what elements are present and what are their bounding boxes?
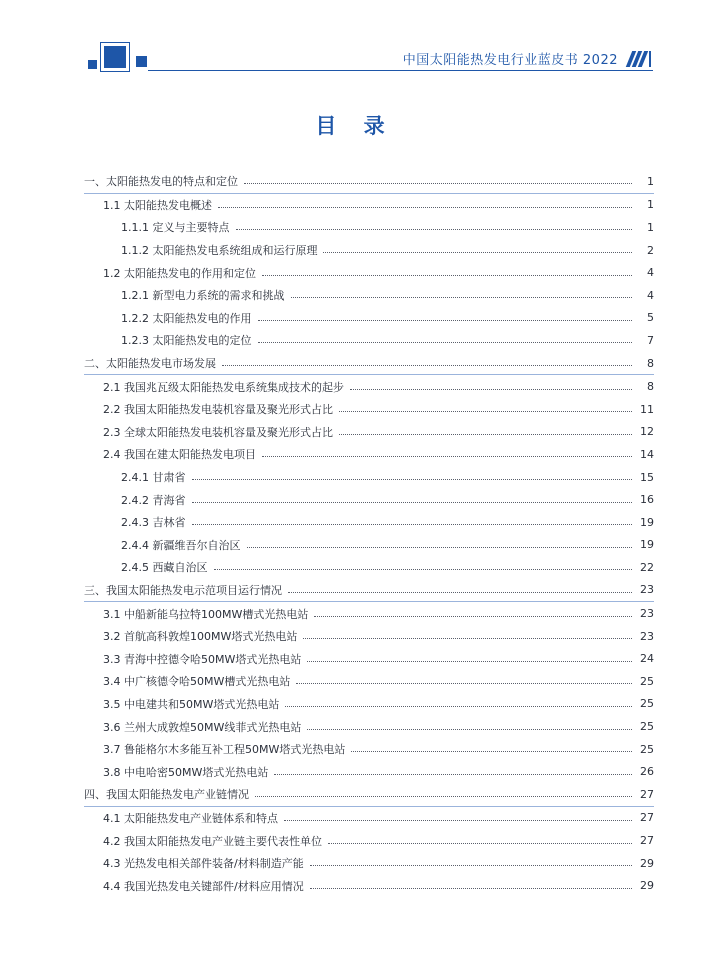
toc-entry-page: 23 bbox=[640, 629, 654, 643]
toc-leader-dots bbox=[284, 819, 632, 821]
toc-entry-label: 2.4.4 新疆维吾尔自治区 bbox=[121, 538, 241, 552]
toc-entry[interactable] bbox=[84, 216, 654, 239]
toc-entry[interactable] bbox=[84, 511, 654, 534]
toc-entry-page: 7 bbox=[647, 333, 654, 347]
toc-entry-label: 3.4 中广核德令哈50MW槽式光热电站 bbox=[103, 675, 291, 689]
toc-entry-page: 29 bbox=[640, 856, 654, 870]
toc-entry-label: 2.4.2 青海省 bbox=[121, 493, 186, 507]
toc-entry[interactable] bbox=[84, 284, 654, 307]
toc-entry-page: 25 bbox=[640, 720, 654, 734]
toc-entry[interactable] bbox=[84, 852, 654, 875]
toc-leader-dots bbox=[218, 206, 632, 208]
toc-entry[interactable] bbox=[84, 488, 654, 511]
toc-entry-page: 16 bbox=[640, 493, 654, 507]
toc-entry[interactable] bbox=[84, 874, 654, 897]
toc-entry-label: 四、我国太阳能热发电产业链情况 bbox=[84, 788, 249, 802]
toc-entry-page: 19 bbox=[640, 515, 654, 529]
toc-entry-label: 1.2.3 太阳能热发电的定位 bbox=[121, 334, 252, 348]
toc-entry-label: 3.8 中电哈密50MW塔式光热电站 bbox=[103, 765, 269, 779]
logo-square-small-left bbox=[88, 60, 97, 69]
toc-entry-label: 4.3 光热发电相关部件装备/材料制造产能 bbox=[103, 857, 304, 871]
toc-entry[interactable] bbox=[84, 783, 654, 807]
toc-entry-page: 27 bbox=[640, 811, 654, 825]
toc-leader-dots bbox=[236, 228, 633, 230]
toc-entry[interactable] bbox=[84, 194, 654, 217]
toc-entry-label: 2.1 我国兆瓦级太阳能热发电系统集成技术的起步 bbox=[103, 380, 344, 394]
toc-entry[interactable] bbox=[84, 670, 654, 693]
toc-entry-page: 23 bbox=[640, 583, 654, 597]
slash-decoration-icon bbox=[627, 51, 651, 67]
toc-entry-label: 3.6 兰州大成敦煌50MW线菲式光热电站 bbox=[103, 720, 302, 734]
toc-entry-page: 25 bbox=[640, 697, 654, 711]
toc-entry-label: 2.2 我国太阳能热发电装机容量及聚光形式占比 bbox=[103, 403, 333, 417]
toc-leader-dots bbox=[255, 795, 632, 797]
toc-entry-page: 25 bbox=[640, 674, 654, 688]
toc-leader-dots bbox=[262, 455, 632, 457]
toc-entry-label: 4.4 我国光热发电关键部件/材料应用情况 bbox=[103, 879, 304, 893]
toc-leader-dots bbox=[285, 705, 632, 707]
toc-entry-page: 23 bbox=[640, 607, 654, 621]
toc-entry[interactable] bbox=[84, 579, 654, 603]
toc-entry-page: 27 bbox=[640, 787, 654, 801]
toc-leader-dots bbox=[192, 478, 633, 480]
toc-entry-label: 1.1 太阳能热发电概述 bbox=[103, 198, 212, 212]
toc-entry[interactable] bbox=[84, 534, 654, 557]
toc-leader-dots bbox=[192, 501, 633, 503]
toc-entry-page: 25 bbox=[640, 742, 654, 756]
toc-entry-label: 2.4.3 吉林省 bbox=[121, 516, 186, 530]
header-rule bbox=[148, 70, 653, 71]
toc-leader-dots bbox=[258, 341, 633, 343]
toc-entry-page: 8 bbox=[647, 356, 654, 370]
toc-leader-dots bbox=[310, 887, 632, 889]
toc-entry[interactable] bbox=[84, 625, 654, 648]
toc-entry[interactable] bbox=[84, 170, 654, 194]
toc-entry[interactable] bbox=[84, 398, 654, 421]
toc-leader-dots bbox=[192, 523, 633, 525]
toc-leader-dots bbox=[288, 591, 632, 593]
toc-entry-page: 12 bbox=[640, 425, 654, 439]
toc-entry-page: 4 bbox=[647, 266, 654, 280]
toc-entry[interactable] bbox=[84, 375, 654, 398]
toc-entry-page: 5 bbox=[647, 311, 654, 325]
toc-entry-label: 二、太阳能热发电市场发展 bbox=[84, 357, 216, 371]
toc-leader-dots bbox=[244, 182, 632, 184]
toc-entry-page: 19 bbox=[640, 538, 654, 552]
toc-entry[interactable] bbox=[84, 329, 654, 352]
toc-leader-dots bbox=[351, 750, 632, 752]
toc-entry-page: 22 bbox=[640, 560, 654, 574]
toc-entry-page: 2 bbox=[647, 243, 654, 257]
toc-leader-dots bbox=[307, 660, 632, 662]
toc-entry-label: 1.2.1 新型电力系统的需求和挑战 bbox=[121, 289, 285, 303]
toc-leader-dots bbox=[310, 864, 632, 866]
toc-entry-label: 1.2.2 太阳能热发电的作用 bbox=[121, 311, 252, 325]
toc-entry-label: 4.2 我国太阳能热发电产业链主要代表性单位 bbox=[103, 834, 322, 848]
toc-leader-dots bbox=[323, 251, 632, 253]
toc-leader-dots bbox=[314, 615, 632, 617]
logo-square-small-right bbox=[136, 56, 147, 67]
toc-leader-dots bbox=[274, 773, 632, 775]
toc-entry[interactable] bbox=[84, 239, 654, 262]
toc-leader-dots bbox=[258, 319, 633, 321]
toc-entry-page: 1 bbox=[647, 220, 654, 234]
toc-entry[interactable] bbox=[84, 715, 654, 738]
toc-entry-label: 1.2 太阳能热发电的作用和定位 bbox=[103, 266, 256, 280]
toc-leader-dots bbox=[222, 364, 632, 366]
toc-entry-page: 8 bbox=[647, 380, 654, 394]
toc-entry-page: 26 bbox=[640, 765, 654, 779]
toc-entry[interactable] bbox=[84, 807, 654, 830]
toc-entry-label: 4.1 太阳能热发电产业链体系和特点 bbox=[103, 811, 278, 825]
toc-entry[interactable] bbox=[84, 829, 654, 852]
toc-entry-page: 1 bbox=[647, 174, 654, 188]
toc-entry-label: 3.7 鲁能格尔木多能互补工程50MW塔式光热电站 bbox=[103, 743, 346, 757]
toc-entry[interactable] bbox=[84, 307, 654, 330]
toc-entry-label: 3.1 中船新能乌拉特100MW槽式光热电站 bbox=[103, 607, 309, 621]
toc-leader-dots bbox=[328, 842, 632, 844]
toc-entry-label: 3.2 首航高科敦煌100MW塔式光热电站 bbox=[103, 630, 298, 644]
toc-entry-label: 1.1.2 太阳能热发电系统组成和运行原理 bbox=[121, 244, 318, 258]
toc-title: 目 录 bbox=[315, 114, 395, 138]
toc-leader-dots bbox=[296, 682, 632, 684]
toc-entry-label: 2.4.5 西藏自治区 bbox=[121, 561, 208, 575]
toc-entry[interactable] bbox=[84, 647, 654, 670]
toc-entry[interactable] bbox=[84, 760, 654, 783]
toc-leader-dots bbox=[262, 274, 632, 276]
toc-entry[interactable] bbox=[84, 466, 654, 489]
toc-leader-dots bbox=[247, 546, 633, 548]
toc-entry-page: 4 bbox=[647, 288, 654, 302]
toc-entry-label: 三、我国太阳能热发电示范项目运行情况 bbox=[84, 583, 282, 597]
toc-entry[interactable] bbox=[84, 421, 654, 444]
toc-entry[interactable] bbox=[84, 556, 654, 579]
toc-leader-dots bbox=[291, 296, 633, 298]
toc-entry[interactable] bbox=[84, 443, 654, 466]
page-header bbox=[0, 0, 710, 80]
toc-entry[interactable] bbox=[84, 602, 654, 625]
toc-entry-label: 1.1.1 定义与主要特点 bbox=[121, 221, 230, 235]
toc-entry-page: 1 bbox=[647, 198, 654, 212]
toc-entry-label: 2.3 全球太阳能热发电装机容量及聚光形式占比 bbox=[103, 425, 333, 439]
toc-leader-dots bbox=[214, 568, 633, 570]
toc-entry-label: 2.4.1 甘肃省 bbox=[121, 471, 186, 485]
toc-entry[interactable] bbox=[84, 352, 654, 376]
toc-entry-page: 24 bbox=[640, 652, 654, 666]
toc-entry-page: 11 bbox=[640, 402, 654, 416]
toc-leader-dots bbox=[339, 433, 632, 435]
logo-square-large bbox=[104, 46, 126, 68]
toc-entry-page: 27 bbox=[640, 834, 654, 848]
toc-entry-page: 15 bbox=[640, 470, 654, 484]
toc-entry[interactable] bbox=[84, 738, 654, 761]
toc-leader-dots bbox=[307, 728, 632, 730]
toc-entry-label: 3.5 中电建共和50MW塔式光热电站 bbox=[103, 697, 280, 711]
toc-entry-label: 一、太阳能热发电的特点和定位 bbox=[84, 175, 238, 189]
toc-entry[interactable] bbox=[84, 261, 654, 284]
toc-leader-dots bbox=[339, 410, 632, 412]
header-title: 中国太阳能热发电行业蓝皮书 2022 bbox=[402, 53, 618, 68]
table-of-contents bbox=[84, 170, 654, 897]
toc-entry[interactable] bbox=[84, 693, 654, 716]
toc-entry-label: 3.3 青海中控德令哈50MW塔式光热电站 bbox=[103, 652, 302, 666]
toc-entry-page: 29 bbox=[640, 879, 654, 893]
toc-leader-dots bbox=[303, 637, 632, 639]
toc-entry-label: 2.4 我国在建太阳能热发电项目 bbox=[103, 448, 256, 462]
toc-leader-dots bbox=[350, 388, 632, 390]
toc-entry-page: 14 bbox=[640, 447, 654, 461]
